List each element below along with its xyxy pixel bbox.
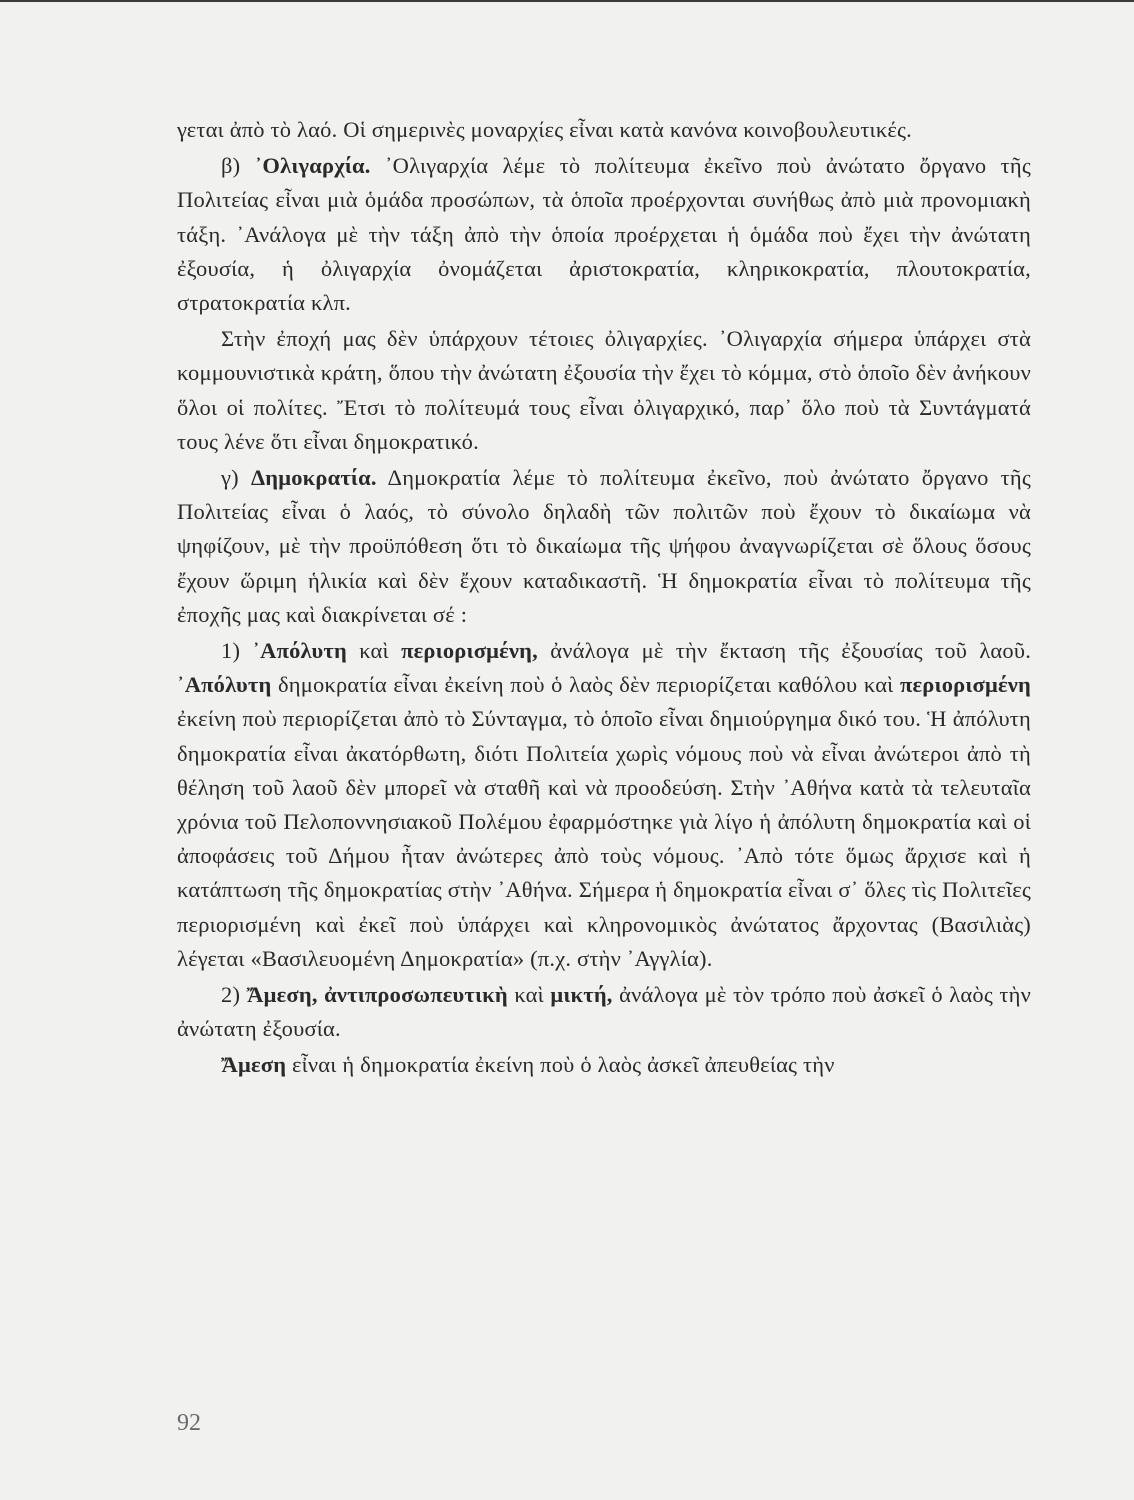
paragraph-democracy: γ) Δημοκρατία. Δημοκρατία λέμε τὸ πολίτευμα ἐκεῖνο, ποὺ ἀνώτατο ὄργανο τῆς Πολιτείας εἶναι ὁ λαός, τὸ σύνολο δηλαδὴ τῶν πολιτῶν ποὺ ἔχουν τὸ δικαίωμα νὰ ψηφίζουν, μὲ τὴν προϋπόθεση ὅτι τὸ δικαίωμα τῆς ψήφου ἀναγνωρίζεται σὲ ὅλους ὅσους ἔχουν ὥριμη ἡλικία καὶ δὲν ἔχουν καταδικαστῆ. Ἡ δημοκρατία εἶναι τὸ πολίτευμα τῆς ἐποχῆς μας καὶ διακρίνεται σέ :: [177, 465, 1031, 627]
term-limited: περιορισμένη,: [401, 638, 538, 664]
term-direct: Ἄμεση: [221, 1052, 287, 1078]
paragraph-direct-representative: 2) Ἄμεση, ἀντιπροσωπευτικὴ καὶ μικτή, ἀνάλογα μὲ τὸν τρόπο ποὺ ἀσκεῖ ὁ λαὸς τὴν ἀνώτατη ἐξουσία.: [177, 982, 1032, 1042]
paragraph-oligarchy-today: Στὴν ἐποχή μας δὲν ὑπάρχουν τέτοιες ὀλιγαρχίες. ᾿Ολιγαρχία σήμερα ὑπάρχει στὰ κομμουνιστικὰ κράτη, ὅπου τὴν ἀνώτατη ἐξουσία τὴν ἔχει τὸ κόμμα, στὸ ὁποῖο δὲν ἀνήκουν ὅλοι οἱ πολίτες. Ἔτσι τὸ πολίτευμά τους εἶναι ὀλιγαρχικό, παρ᾿ ὅλο ποὺ τὰ Συντάγματά τους λένε ὅτι εἶναι δημοκρατικό.: [177, 326, 1031, 454]
term-oligarchy: ᾿Ολιγαρχία.: [254, 153, 371, 179]
page-body: [177, 113, 1031, 1083]
paragraph-direct: Ἄμεση εἶναι ἡ δημοκρατία ἐκείνη ποὺ ὁ λαὸς ἀσκεῖ ἀπευθείας τὴν: [221, 1052, 835, 1078]
term-mixed: μικτή,: [550, 982, 613, 1008]
term-absolute: ᾿Απόλυτη: [252, 638, 347, 664]
page-number: 92: [177, 1410, 201, 1436]
term-absolute-2: ᾿Απόλυτη: [177, 672, 272, 698]
term-limited-2: περιορισμένη: [899, 672, 1031, 698]
top-rule: [0, 0, 1134, 2]
term-direct-representative: Ἄμεση, ἀντιπροσωπευτικὴ: [246, 982, 508, 1008]
term-democracy: Δημοκρατία.: [250, 465, 377, 491]
paragraph-oligarchy: β) ᾿Ολιγαρχία. ᾿Ολιγαρχία λέμε τὸ πολίτευμα ἐκεῖνο ποὺ ἀνώτατο ὄργανο τῆς Πολιτείας εἶναι μιὰ ὁμάδα προσώπων, τὰ ὁποῖα προέρχονται συνήθως ἀπὸ μιὰ προνομιακὴ τάξη. ᾿Ανάλογα μὲ τὴν τάξη ἀπὸ τὴν ὁποία προέρχεται ἡ ὁμάδα ποὺ ἔχει τὴν ἀνώτατη ἐξουσία, ἡ ὀλιγαρχία ὀνομάζεται ἀριστοκρατία, κληρικοκρατία, πλουτοκρατία, στρατοκρατία κλπ.: [177, 153, 1031, 316]
paragraph-absolute-limited: 1) ᾿Απόλυτη καὶ περιορισμένη, ἀνάλογα μὲ τὴν ἔκταση τῆς ἐξουσίας τοῦ λαοῦ. ᾿Απόλυτη δημοκρατία εἶναι ἐκείνη ποὺ ὁ λαὸς δὲν περιορίζεται καθόλου καὶ περιορισμένη ἐκείνη ποὺ περιορίζεται ἀπὸ τὸ Σύνταγμα, τὸ ὁποῖο εἶναι δημιούργημα δικό του. Ἡ ἀπόλυτη δημοκρατία εἶναι ἀκατόρθωτη, διότι Πολιτεία χωρὶς νόμους ποὺ νὰ εἶναι ἀνώτεροι ἀπὸ τὴ θέληση τοῦ λαοῦ δὲν μπορεῖ νὰ σταθῆ καὶ νὰ προοδεύση. Στὴν ᾿Αθήνα κατὰ τὰ τελευταῖα χρόνια τοῦ Πελοποννησιακοῦ Πολέμου ἐφαρμόστηκε γιὰ λίγο ἡ ἀπόλυτη δημοκρατία καὶ οἱ ἀποφάσεις τοῦ Δήμου ἦταν ἀνώτερες ἀπὸ τοὺς νόμους. ᾿Απὸ τότε ὅμως ἄρχισε καὶ ἡ κατάπτωση τῆς δημοκρατίας στὴν ᾿Αθήνα. Σήμερα ἡ δημοκρατία εἶναι σ᾿ ὅλες τὶς Πολιτεῖες περιορισμένη καὶ ἐκεῖ ποὺ ὑπάρχει καὶ κληρονομικὸς ἀνώτατος ἄρχοντας (Βασιλιὰς) λέγεται «Βασιλευομένη Δημοκρατία» (π.χ. στὴν ᾿Αγγλία).: [177, 638, 1032, 971]
paragraph-monarchy-end: γεται ἀπὸ τὸ λαό. Οἱ σημερινὲς μοναρχίες εἶναι κατὰ κανόνα κοινοβουλευτικές.: [177, 117, 912, 142]
